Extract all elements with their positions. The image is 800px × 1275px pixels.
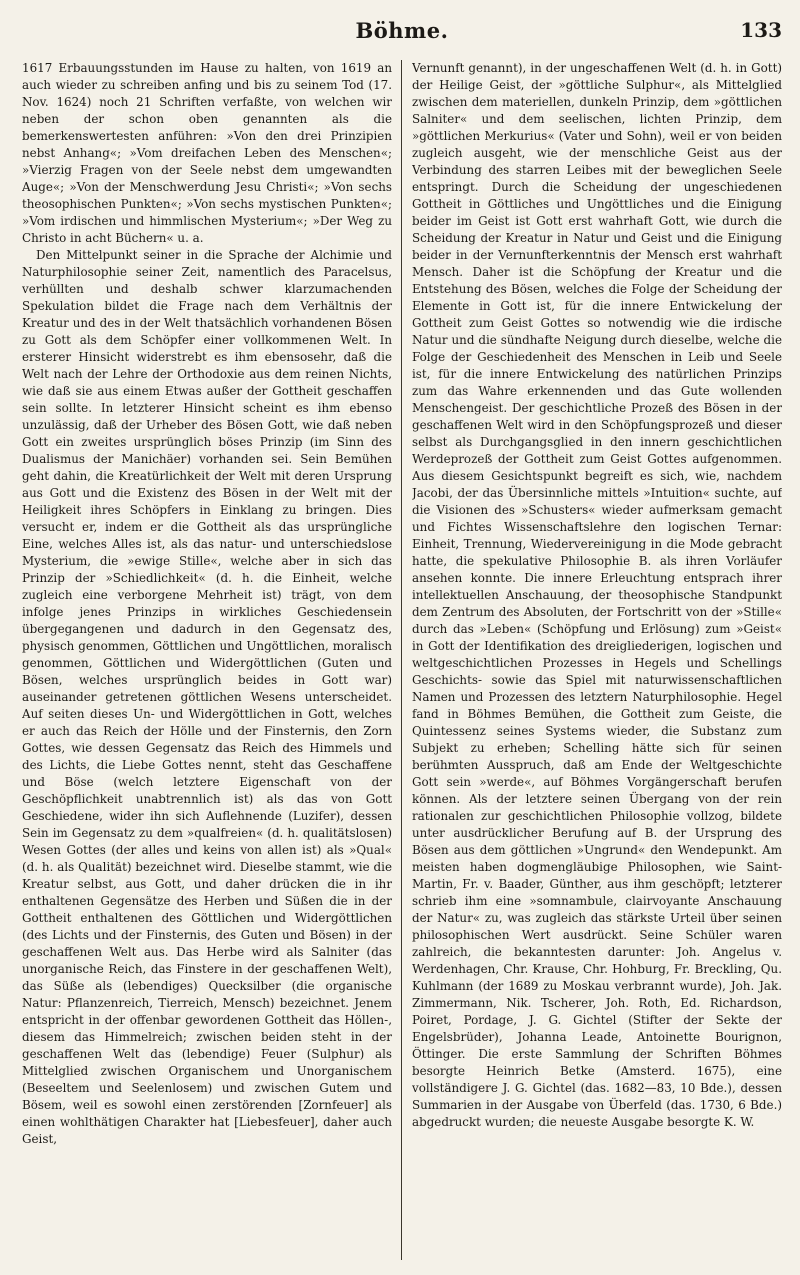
paragraph: Den Mittelpunkt seiner in die Sprache der Alchimie und Naturphilosophie seiner Zeit, namentlich des Paracelsus, verhüllten und deshalb schwer klarzumachenden Spekulation bildet die Frage nach dem Verhältnis der Kreatur und des in der Welt thatsächlich vorhandenen Bösen zu Gott als dem Schöpfer einer vollkommenen Welt. In ersterer Hinsicht widerstrebt es ihm ebensosehr, daß die Welt nach der Lehre der Orthodoxie aus dem reinen Nichts, wie daß sie aus einem Etwas außer der Gottheit geschaffen sein sollte. In letzterer Hinsicht scheint es ihm ebenso unzulässig, daß der Urheber des Bösen Gott, wie daß neben Gott ein zweites ursprünglich böses Prinzip (im Sinn des Dualismus der Manichäer) vorhanden sei. Sein Bemühen geht dahin, die Kreatürlichkeit der Welt mit deren Ursprung aus Gott und die Existenz des Bösen in der Welt mit der Heiligkeit ihres Schöpfers in Einklang zu bringen. Dies versucht er, indem er die Gottheit als das ursprüngliche Eine, welches Alles ist, als das natur- und unterschiedslose Mysterium, die »ewige Stille«, welche aber in sich das Prinzip der »Schiedlichkeit« (d. h. die Einheit, welche zugleich eine verborgene Mehrheit ist) trägt, von dem infolge jenes Prinzips in wirkliches Geschiedensein übergegangenen und dadurch in den Gegensatz des, physisch genommen, Göttlichen und Ungöttlichen, moralisch genommen, Göttlichen und Widergöttlichen (Guten und Bösen, welches ursprünglich beides in Gott war) auseinander getretenen göttlichen Wesens unterscheidet. Auf seiten dieses Un- und Widergöttlichen in Gott, welches er auch das Reich der Hölle und der Finsternis, den Zorn Gottes, wie dessen Gegensatz das Reich des Himmels und des Lichts, die Liebe Gottes nennt, steht das Geschaffene und Böse (welch letztere Eigenschaft von der Geschöpflichkeit unabtrennlich ist) als das von Gott Geschiedene, wider ihn sich Auflehnende (Luzifer), dessen Sein im Gegensatz zu dem »qualfreien« (d. h. qualitätslosen) Wesen Gottes (der alles und keins von allen ist) als »Qual« (d. h. als Qualität) bezeichnet wird. Dieselbe stammt, wie die Kreatur selbst, aus Gott, und daher drücken die in ihr enthaltenen Gegensätze des Herben und Süßen die in der Gottheit enthaltenen des Göttlichen und Widergöttlichen (des Lichts und der Finsternis, des Guten und Bösen) in der geschaffenen Welt aus. Das Herbe wird als Salniter (das unorganische Reich, das Finstere in der geschaffenen Welt), das Süße als (lebendiges) Quecksilber (die organische Natur: Pflanzenreich, Tierreich, Mensch) bezeichnet. Jenem entspricht in der offenbar gewordenen Gottheit das Höllen-, diesem das Himmelreich; zwischen beiden steht in der geschaffenen Welt das (lebendige) Feuer (Sulphur) als Mittelglied zwischen Organischem und Unorganischem (Beseeltem und Seelenlosem) und zwischen Gutem und Bösem, weil es sowohl einen zerstörenden [Zornfeuer] als einen wohlthätigen Charakter hat [Liebesfeuer], daher auch Geist,	[22, 248, 392, 1146]
column-rule	[401, 60, 402, 1260]
text-columns	[22, 60, 782, 1260]
running-head: Böhme.	[355, 18, 449, 43]
paragraph: 1617 Erbauungsstunden im Hause zu halten, von 1619 an auch wieder zu schreiben anfing und bis zu seinem Tod (17. Nov. 1624) noch 21 Schriften verfaßte, von welchen wir neben der schon oben genannten als die bemerkenswertesten anführen: »Von den drei Prinzipien nebst Anhang«; »Vom dreifachen Leben des Menschen«; »Vierzig Fragen von der Seele nebst dem umgewandten Auge«; »Von der Menschwerdung Jesu Christi«; »Von sechs theosophischen Punkten«; »Von sechs mystischen Punkten«; »Vom irdischen und himmlischen Mysterium«; »Der Weg zu Christo in acht Büchern« u. a.	[22, 61, 392, 245]
page-number: 133	[740, 18, 782, 42]
dictionary-page	[22, 18, 782, 1263]
right-column	[412, 60, 782, 1260]
left-column	[22, 60, 392, 1260]
paragraph: Vernunft genannt), in der ungeschaffenen Welt (d. h. in Gott) der Heilige Geist, der »göttliche Sulphur«, als Mittelglied zwischen dem materiellen, dunkeln Prinzip, dem »göttlichen Salniter« und dem seelischen, lichten Prinzip, dem »göttlichen Merkurius« (Vater und Sohn), weil er von beiden zugleich ausgeht, wie der menschliche Geist aus der Verbindung des starren Leibes mit der beweglichen Seele entspringt. Durch die Scheidung der ungeschiedenen Gottheit in Göttliches und Ungöttliches und die Einigung beider im Geist ist Gott erst wahrhaft Gott, wie durch die Scheidung der Kreatur in Natur und Geist und die Einigung beider in der Vernunfterkenntnis der Mensch erst wahrhaft Mensch. Daher ist die Schöpfung der Kreatur und die Entstehung des Bösen, welches die Folge der Scheidung der Elemente in Gott ist, für die innere Entwickelung der Gottheit zum Geist Gottes so notwendig wie die irdische Natur und die sündhafte Neigung durch dieselbe, welche die Folge der Geschiedenheit des Menschen in Leib und Seele ist, für die innere Entwickelung des natürlichen Prinzips zum das Wahre erkennenden und das Gute wollenden Menschengeist. Der geschichtliche Prozeß des Bösen in der geschaffenen Welt wird in den Schöpfungsprozeß und dieser selbst als Durchgangsglied in den innern geschichtlichen Werdeprozeß der Gottheit zum Geist Gottes aufgenommen. Aus diesem Gesichtspunkt begreift es sich, wie, nachdem Jacobi, der das Übersinnliche mittels »Intuition« suchte, auf die Visionen des »Schusters« wieder aufmerksam gemacht und Fichtes Wissenschaftslehre den logischen Ternar: Einheit, Trennung, Wiedervereinigung in die Mode gebracht hatte, die spekulative Philosophie B. als ihren Vorläufer ansehen konnte. Die innere Erleuchtung entsprach ihrer intellektuellen Anschauung, der theosophische Standpunkt dem Zentrum des Absoluten, der Fortschritt von der »Stille« durch das »Leben« (Schöpfung und Erlösung) zum »Geist« in Gott der Identifikation des dreigliederigen, logischen und weltgeschichtlichen Prozesses in Hegels und Schellings Geschichts- sowie das Spiel mit naturwissenschaftlichen Namen und Prozessen des letztern Naturphilosophie. Hegel fand in Böhmes Bemühen, die Gottheit zum Geiste, die Quintessenz seines Systems wieder, die Substanz zum Subjekt zu erheben; Schelling hätte sich für seinen berühmten Ausspruch, daß am Ende der Weltgeschichte Gott sein »werde«, auf Böhmes Vorgängerschaft berufen können. Als der letztere seinen Übergang von der rein rationalen zur geschichtlichen Philosophie vollzog, bildete unter ausdrücklicher Berufung auf B. der Ursprung des Bösen aus dem göttlichen »Ungrund« den Wendepunkt. Am meisten haben dogmengläubige Philosophen, wie Saint-Martin, Fr. v. Baader, Günther, aus ihm geschöpft; letzterer schrieb ihm eine »somnambule, clairvoyante Anschauung der Natur« zu, was zugleich das stärkste Urteil über seinen philosophischen Wert ausdrückt. Seine Schüler waren zahlreich, die bekanntesten darunter: Joh. Angelus v. Werdenhagen, Chr. Krause, Chr. Hohburg, Fr. Breckling, Qu. Kuhlmann (der 1689 zu Moskau verbrannt wurde), Joh. Jak. Zimmermann, Nik. Tscherer, Joh. Roth, Ed. Richardson, Poiret, Pordage, J. G. Gichtel (Stifter der Sekte der Engelsbrüder), Johanna Leade, Antoinette Bourignon, Öttinger. Die erste Sammlung der Schriften Böhmes besorgte Heinrich Betke (Amsterd. 1675), eine vollständigere J. G. Gichtel (das. 1682—83, 10 Bde.), dessen Summarien in der Ausgabe von Überfeld (das. 1730, 6 Bde.) abgedruckt wurden; die neueste Ausgabe besorgte K. W.	[412, 61, 782, 1129]
page-header	[22, 18, 782, 52]
